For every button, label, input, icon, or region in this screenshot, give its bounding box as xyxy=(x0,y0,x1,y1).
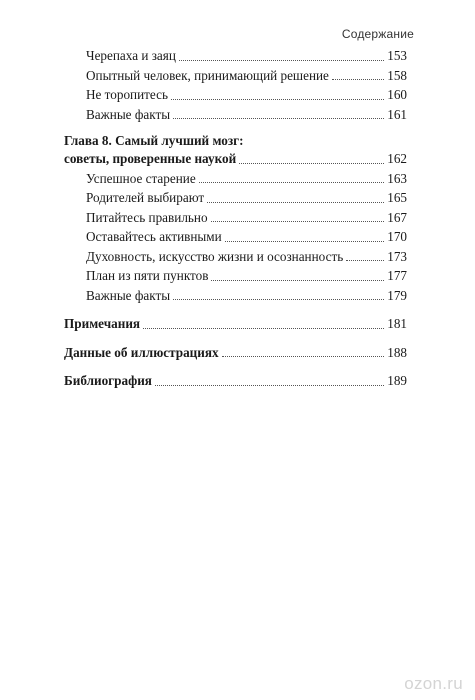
toc-entry-title: Питайтесь правильно xyxy=(86,209,208,225)
toc-entry-title: Опытный человек, принимающий решение xyxy=(86,67,329,83)
toc-entry-page: 153 xyxy=(387,48,407,63)
chapter-title-line2: советы, проверенные наукой xyxy=(64,151,237,166)
dot-leader xyxy=(199,182,385,183)
dot-leader xyxy=(171,99,384,100)
toc-entry-title: Успешное старение xyxy=(86,170,196,186)
toc-entry-title: Важные факты xyxy=(86,106,171,122)
toc-entry-bibliography[interactable] xyxy=(64,371,407,391)
toc-entry-title: Примечания xyxy=(64,316,141,331)
toc-entry-title: Библиография xyxy=(64,373,152,388)
toc-entry[interactable] xyxy=(64,46,407,66)
dot-leader xyxy=(179,60,384,61)
dot-leader xyxy=(239,163,384,164)
chapter-page: 162 xyxy=(387,151,407,166)
toc-entry[interactable] xyxy=(64,105,407,125)
spacer xyxy=(64,305,407,314)
toc-entry-page: 160 xyxy=(387,87,407,102)
toc-entry[interactable] xyxy=(64,66,407,86)
toc-entry[interactable] xyxy=(64,208,407,228)
toc-entry-page: 181 xyxy=(387,316,407,331)
dot-leader xyxy=(222,356,385,357)
toc-entry-page: 188 xyxy=(387,344,407,360)
running-header: Содержание xyxy=(341,27,414,41)
dot-leader xyxy=(346,260,384,261)
toc-entry-title: Духовность, искусство жизни и осознанность xyxy=(86,248,344,264)
toc-entry-title: План из пяти пунктов xyxy=(86,268,209,283)
toc-entry[interactable] xyxy=(64,85,407,105)
toc-entry-page: 163 xyxy=(387,170,407,186)
dot-leader xyxy=(143,328,384,329)
toc-entry-page: 189 xyxy=(387,373,407,388)
chapter-title-row xyxy=(64,149,407,169)
dot-leader xyxy=(211,280,384,281)
dot-leader xyxy=(225,241,385,242)
toc-entry-page: 179 xyxy=(387,287,407,303)
dot-leader xyxy=(155,385,384,386)
toc-entry[interactable] xyxy=(64,169,407,189)
toc-entry[interactable] xyxy=(64,227,407,247)
toc-entry-title: Важные факты xyxy=(86,287,171,303)
toc-entry-title: Не торопитесь xyxy=(86,87,168,102)
toc-entry-page: 173 xyxy=(387,248,407,264)
toc-entry[interactable] xyxy=(64,188,407,208)
toc-entry-page: 158 xyxy=(387,67,407,83)
toc-entry-page: 170 xyxy=(387,229,407,244)
chapter-title-line1: Глава 8. Самый лучший мозг: xyxy=(64,133,244,148)
dot-leader xyxy=(207,202,384,203)
toc-entry-illustrations[interactable] xyxy=(64,343,407,363)
toc-entry-page: 167 xyxy=(387,209,407,225)
dot-leader xyxy=(173,118,384,119)
toc-entry[interactable] xyxy=(64,286,407,306)
toc-entry-notes[interactable] xyxy=(64,314,407,334)
toc-entry-page: 165 xyxy=(387,190,407,205)
table-of-contents xyxy=(64,46,407,391)
dot-leader xyxy=(211,221,385,222)
toc-entry-title: Оставайтесь активными xyxy=(86,229,222,244)
watermark: ozon.ru xyxy=(404,674,463,693)
toc-entry-page: 161 xyxy=(387,106,407,122)
toc-entry-page: 177 xyxy=(387,268,407,283)
spacer xyxy=(64,334,407,343)
toc-entry[interactable] xyxy=(64,266,407,286)
toc-entry[interactable] xyxy=(64,247,407,267)
dot-leader xyxy=(332,79,384,80)
toc-entry-title: Данные об иллюстрациях xyxy=(64,344,219,360)
toc-entry-title: Черепаха и заяц xyxy=(86,48,176,63)
dot-leader xyxy=(173,299,384,300)
spacer xyxy=(64,362,407,371)
toc-entry-title: Родителей выбирают xyxy=(86,190,205,205)
chapter-8-entry[interactable] xyxy=(64,132,407,169)
